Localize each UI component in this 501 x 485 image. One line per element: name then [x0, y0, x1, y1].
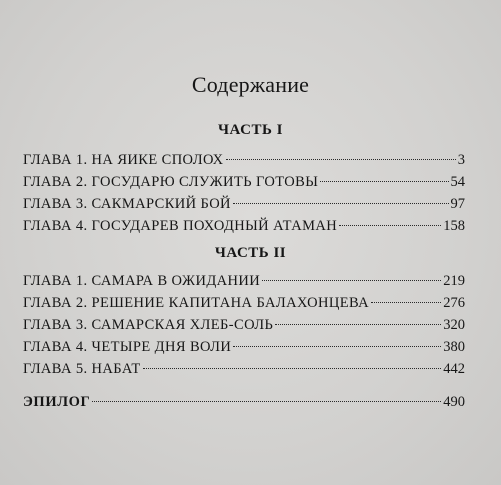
- page-number: 158: [443, 218, 465, 234]
- dot-leader: [339, 225, 441, 226]
- dot-leader: [371, 302, 441, 303]
- page-number: 490: [443, 394, 465, 410]
- chapter-title: ГЛАВА 3. САКМАРСКИЙ БОЙ: [23, 196, 231, 212]
- toc-entry: [23, 193, 465, 215]
- dot-leader: [233, 203, 449, 204]
- part-heading: ЧАСТЬ II: [214, 245, 287, 261]
- dot-leader: [226, 159, 456, 160]
- toc-entry: [23, 171, 465, 193]
- page-number: 320: [443, 317, 465, 333]
- part-heading: ЧАСТЬ I: [218, 122, 283, 138]
- page-number: 442: [443, 361, 465, 377]
- dot-leader: [275, 324, 441, 325]
- toc-entry: [23, 336, 465, 358]
- page-number: 219: [443, 273, 465, 289]
- page-title: Содержание: [191, 72, 310, 97]
- page-number: 54: [450, 174, 465, 190]
- dot-leader: [233, 346, 441, 347]
- chapter-title: ГЛАВА 2. ГОСУДАРЮ СЛУЖИТЬ ГОТОВЫ: [23, 174, 319, 190]
- toc-entry: [23, 358, 465, 380]
- dot-leader: [143, 368, 442, 369]
- page-number: 380: [443, 339, 465, 355]
- chapter-title: ГЛАВА 2. РЕШЕНИЕ КАПИТАНА БАЛАХОНЦЕВА: [23, 295, 369, 311]
- dot-leader: [92, 401, 441, 402]
- chapter-title: ГЛАВА 4. ЧЕТЫРЕ ДНЯ ВОЛИ: [23, 339, 232, 355]
- toc-entry: [23, 215, 465, 237]
- toc-list-part-2: [23, 270, 465, 380]
- dot-leader: [320, 181, 448, 182]
- toc-entry: [23, 270, 465, 292]
- page-number: 97: [450, 196, 465, 212]
- dot-leader: [262, 280, 441, 281]
- chapter-title: ГЛАВА 3. САМАРСКАЯ ХЛЕБ-СОЛЬ: [23, 317, 274, 333]
- toc-list-part-1: [23, 149, 465, 237]
- page-number: 276: [443, 295, 465, 311]
- toc-list-epilogue: [23, 391, 465, 413]
- chapter-title: ГЛАВА 1. НА ЯИКЕ СПОЛОХ: [23, 152, 224, 168]
- chapter-title: ГЛАВА 5. НАБАТ: [23, 361, 141, 377]
- page-number: 3: [457, 152, 465, 168]
- toc-entry: [23, 314, 465, 336]
- epilogue-title: ЭПИЛОГ: [23, 394, 91, 410]
- chapter-title: ГЛАВА 1. САМАРА В ОЖИДАНИИ: [23, 273, 261, 289]
- chapter-title: ГЛАВА 4. ГОСУДАРЕВ ПОХОДНЫЙ АТАМАН: [23, 218, 338, 234]
- toc-entry: [23, 292, 465, 314]
- toc-entry: [23, 149, 465, 171]
- toc-entry-epilogue: [23, 391, 465, 413]
